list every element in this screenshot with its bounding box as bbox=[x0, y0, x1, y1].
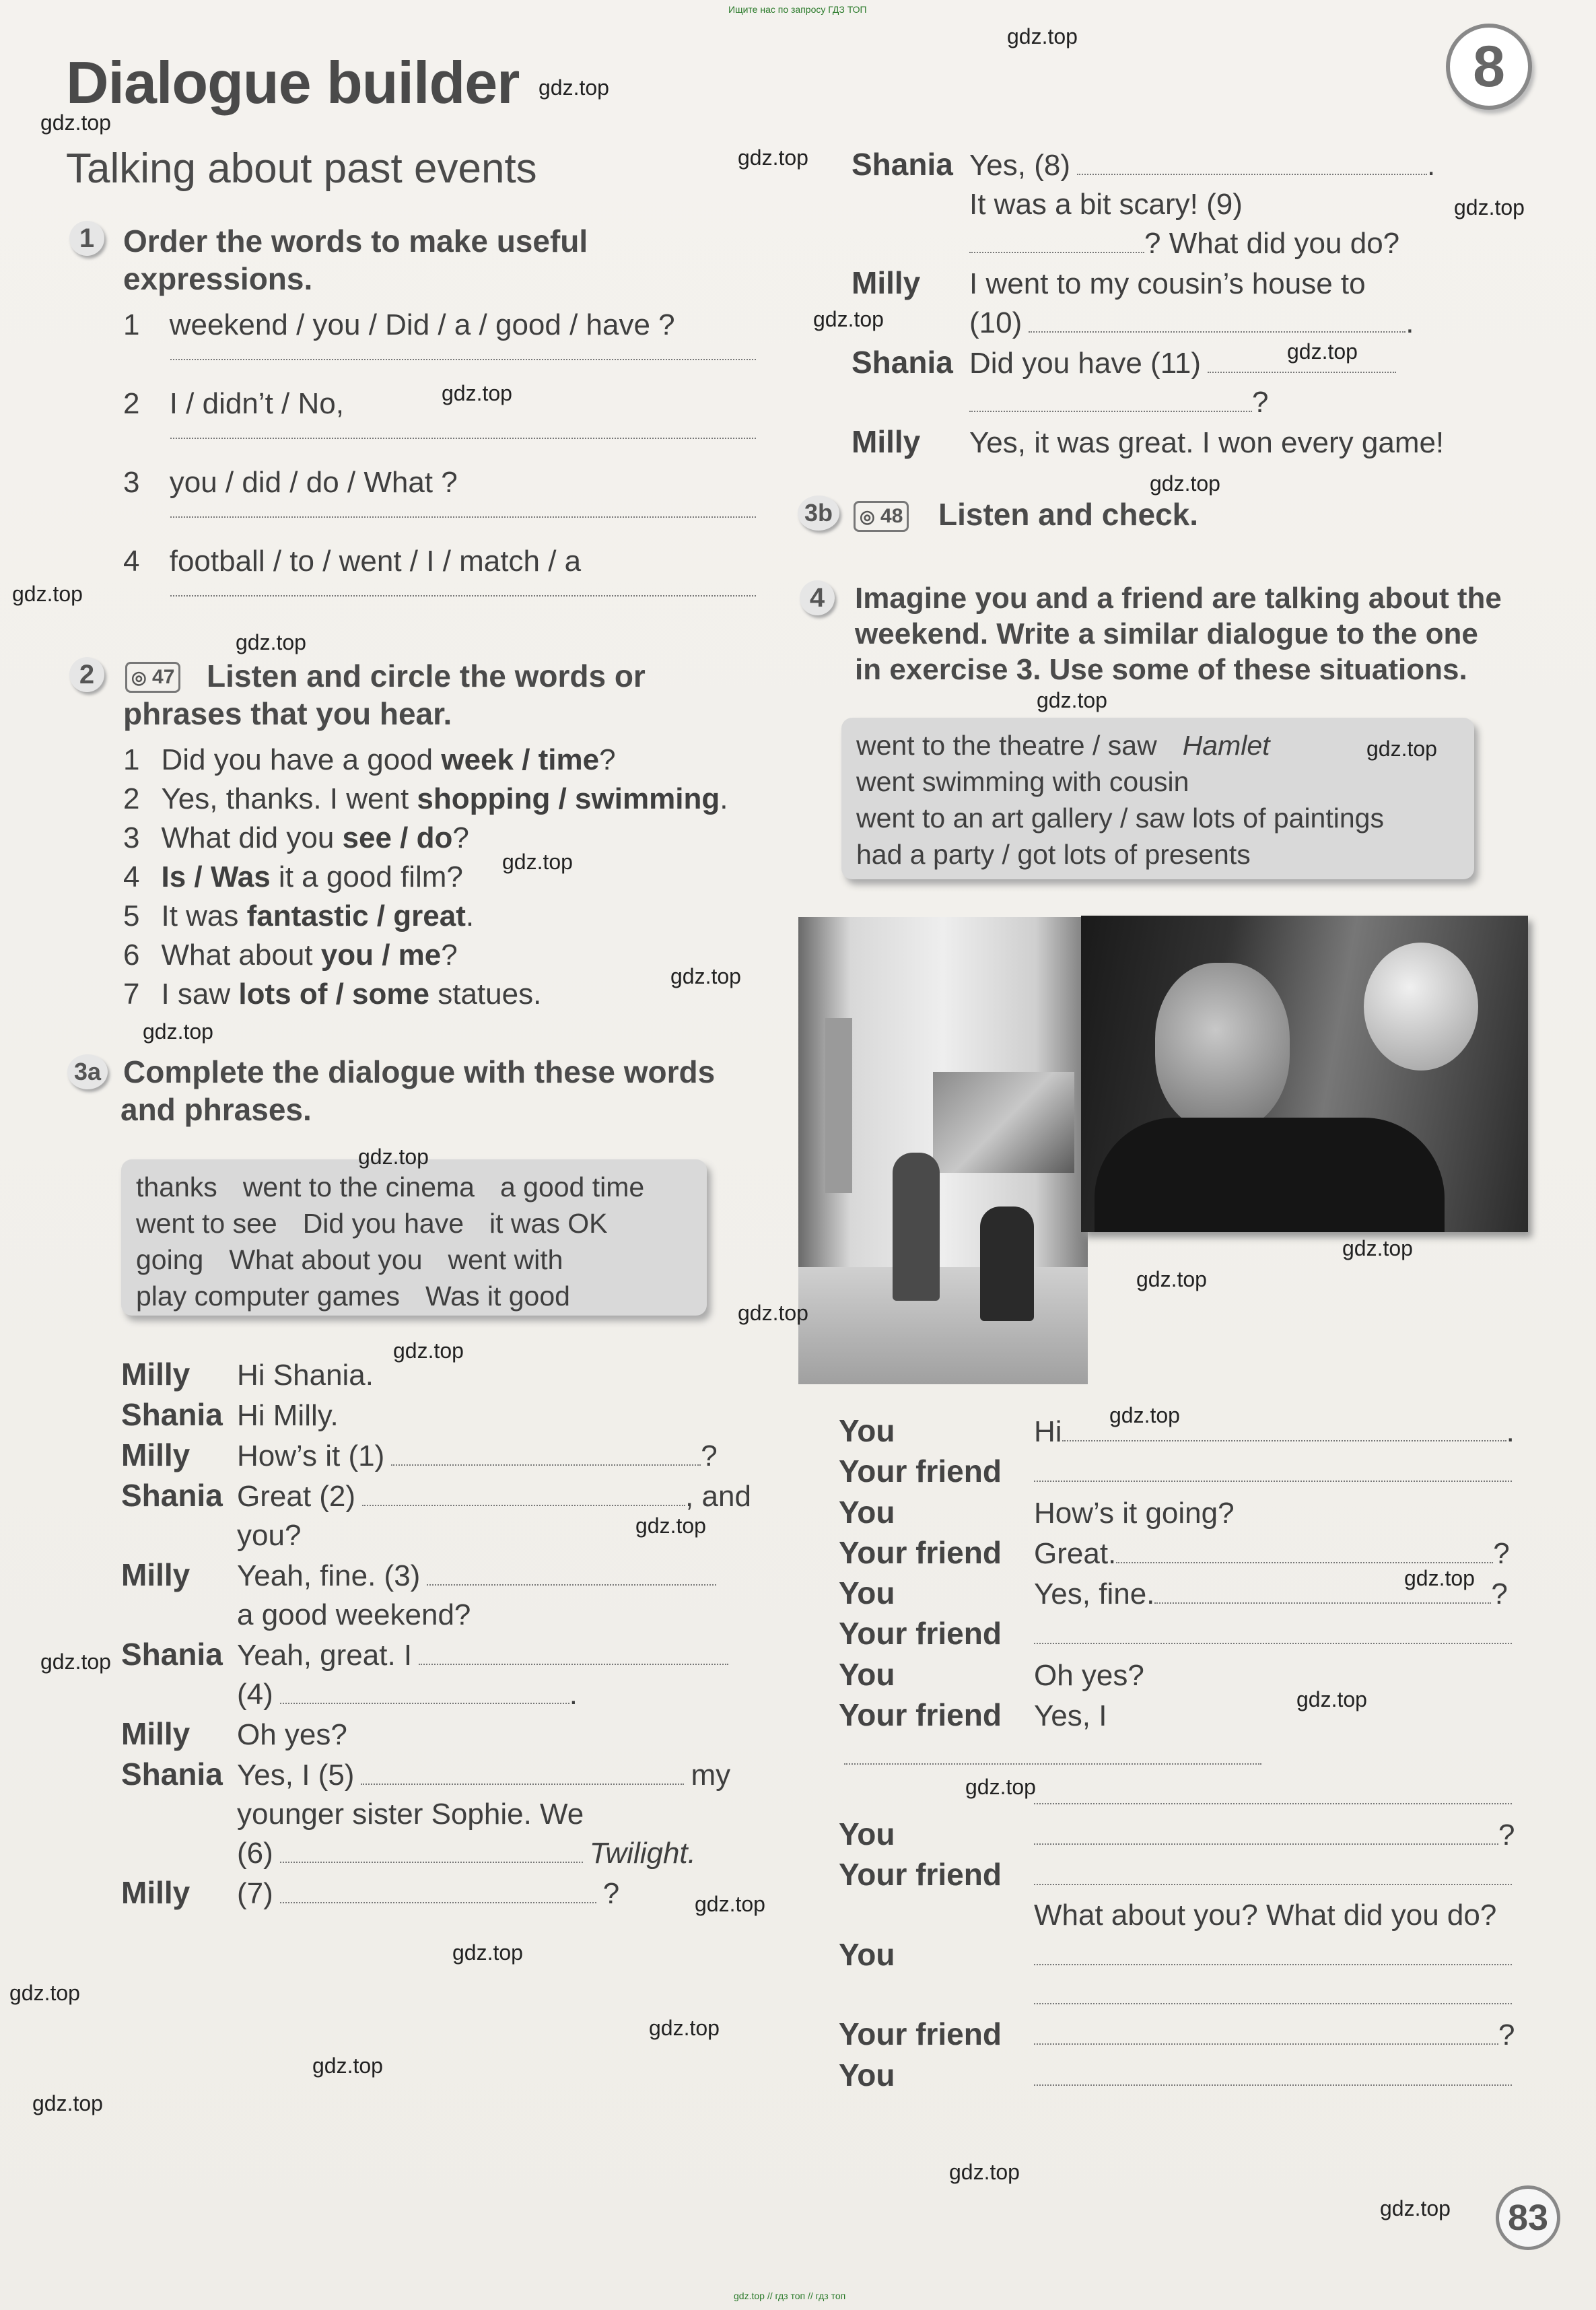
word-option: it was OK bbox=[489, 1208, 608, 1239]
line-text: ? What did you do? bbox=[1144, 227, 1400, 260]
line-end: ? bbox=[602, 1877, 620, 1910]
watermark: gdz.top bbox=[1150, 471, 1220, 496]
item-number: 4 bbox=[123, 545, 140, 578]
line-text: Yes, I bbox=[1034, 1699, 1107, 1733]
watermark: gdz.top bbox=[312, 2053, 383, 2078]
speaker: Your friend bbox=[839, 1616, 1002, 1652]
choice-option[interactable]: shopping / swimming bbox=[417, 782, 720, 815]
item-number: 1 bbox=[123, 743, 140, 776]
dialogue-line bbox=[121, 1755, 761, 1795]
instruction-line: Order the words to make useful bbox=[123, 224, 588, 259]
item-text-a: Did you have a good bbox=[161, 743, 442, 776]
list-item bbox=[123, 936, 728, 975]
exercise-3b-number: 3b bbox=[798, 496, 839, 531]
watermark: gdz.top bbox=[670, 964, 741, 988]
line-text: Great. bbox=[1034, 1536, 1117, 1570]
watermark: gdz.top bbox=[949, 2160, 1020, 2184]
top-banner: Ищите нас по запросу ГДЗ ТОП bbox=[728, 4, 867, 15]
word-row bbox=[136, 1242, 707, 1278]
watermark: gdz.top bbox=[1037, 688, 1107, 712]
word-option: went to see bbox=[136, 1208, 277, 1239]
watermark: gdz.top bbox=[452, 1940, 523, 1965]
line-text: younger sister Sophie. We bbox=[237, 1798, 584, 1831]
answer-blank[interactable] bbox=[1116, 1562, 1493, 1563]
disc-icon: ◎ bbox=[131, 667, 147, 687]
dialogue-line bbox=[839, 1695, 1519, 1775]
watermark: gdz.top bbox=[143, 1019, 213, 1044]
instruction-line: expressions. bbox=[123, 261, 313, 296]
answer-blank[interactable] bbox=[280, 1703, 569, 1704]
item-number: 2 bbox=[123, 782, 140, 815]
dialogue-line bbox=[121, 1395, 761, 1435]
watermark: gdz.top bbox=[738, 145, 808, 170]
item-number: 2 bbox=[123, 387, 140, 420]
dialogue-line bbox=[839, 1814, 1519, 1855]
speaker: Your friend bbox=[839, 2016, 1002, 2052]
situation-item bbox=[856, 836, 1474, 873]
watermark: gdz.top bbox=[358, 1145, 429, 1169]
speaker: Shania bbox=[852, 147, 953, 182]
watermark: gdz.top bbox=[40, 1650, 111, 1674]
list-item bbox=[123, 464, 756, 543]
instruction-line: in exercise 3. Use some of these situations. bbox=[855, 653, 1467, 686]
speaker: You bbox=[839, 1494, 895, 1530]
item-text: you / did / do / What ? bbox=[169, 466, 458, 499]
speaker: You bbox=[839, 1575, 895, 1611]
situation-text: went swimming with cousin bbox=[856, 766, 1189, 797]
art-gallery-photo bbox=[798, 917, 1088, 1384]
line-end: ? bbox=[701, 1439, 718, 1472]
watermark: gdz.top bbox=[1007, 24, 1078, 48]
dialogue-line bbox=[121, 1596, 761, 1635]
bottom-banner: gdz.top // гдз топ // гдз топ bbox=[734, 2290, 846, 2301]
line-text: How’s it going? bbox=[1034, 1496, 1235, 1530]
watermark: gdz.top bbox=[1454, 195, 1525, 219]
answer-blank[interactable] bbox=[280, 1862, 583, 1863]
line-text: Yeah, fine. (3) bbox=[237, 1559, 421, 1592]
line-text: (6) bbox=[237, 1837, 273, 1870]
cd-track-icon bbox=[854, 501, 909, 532]
choice-option[interactable]: fantastic / great bbox=[246, 899, 466, 932]
speaker: Milly bbox=[121, 1716, 190, 1751]
word-option: went with bbox=[448, 1244, 563, 1275]
speaker: Milly bbox=[121, 1875, 190, 1910]
watermark: gdz.top bbox=[32, 2091, 103, 2115]
answer-blank[interactable] bbox=[969, 411, 1252, 412]
line-end: . bbox=[569, 1678, 578, 1711]
line-text: What about you? What did you do? bbox=[1034, 1898, 1497, 1932]
watermark: gdz.top bbox=[40, 110, 111, 135]
answer-line[interactable] bbox=[170, 516, 756, 518]
dialogue-line bbox=[121, 1435, 761, 1476]
answer-blank[interactable] bbox=[1034, 1843, 1498, 1845]
choice-option[interactable]: lots of / some bbox=[238, 978, 429, 1011]
speaker: You bbox=[839, 2057, 895, 2093]
speaker: Milly bbox=[121, 1357, 190, 1392]
watermark: gdz.top bbox=[1296, 1687, 1367, 1711]
line-end: , and bbox=[685, 1480, 751, 1513]
instruction-line: Complete the dialogue with these words bbox=[123, 1054, 716, 1089]
dialogue-line bbox=[121, 1714, 761, 1755]
watermark: gdz.top bbox=[1287, 339, 1358, 364]
answer-blank[interactable] bbox=[1029, 331, 1406, 333]
item-text-c: it a good film? bbox=[270, 860, 463, 893]
dialogue-line bbox=[121, 1635, 761, 1675]
watermark: gdz.top bbox=[738, 1301, 808, 1325]
word-row bbox=[136, 1278, 707, 1314]
answer-blank[interactable] bbox=[1034, 1964, 1512, 1965]
line-end: . bbox=[1427, 149, 1436, 182]
dialogue-line bbox=[839, 2014, 1519, 2055]
list-item bbox=[123, 897, 728, 936]
dialogue-line bbox=[852, 383, 1525, 422]
exercise-1-number: 1 bbox=[69, 221, 104, 256]
dialogue-line bbox=[852, 343, 1525, 383]
line-text: (10) bbox=[969, 306, 1022, 339]
dialogue-line bbox=[839, 1896, 1519, 1935]
word-option: Did you have bbox=[302, 1208, 464, 1239]
list-item bbox=[123, 975, 728, 1014]
speaker: Your friend bbox=[839, 1857, 1002, 1893]
situation-text: had a party / got lots of presents bbox=[856, 839, 1251, 870]
list-item bbox=[123, 385, 756, 464]
list-item bbox=[123, 780, 728, 819]
dialogue-line bbox=[839, 1775, 1519, 1814]
item-text-c: ? bbox=[441, 939, 458, 972]
instruction-line: Imagine you and a friend are talking about the bbox=[855, 582, 1502, 615]
word-option: thanks bbox=[136, 1171, 217, 1202]
word-option: Was it good bbox=[425, 1281, 570, 1312]
situation-item bbox=[856, 800, 1474, 836]
painting bbox=[825, 1018, 852, 1193]
cd-track-number: 47 bbox=[152, 666, 175, 688]
speaker: Milly bbox=[121, 1437, 190, 1472]
situation-title: Hamlet bbox=[1182, 730, 1270, 761]
answer-line[interactable] bbox=[170, 359, 756, 360]
hamlet-actor-photo bbox=[1081, 916, 1528, 1232]
actor-face bbox=[1155, 963, 1290, 1131]
dialogue-line bbox=[852, 422, 1525, 463]
dialogue-3a-continued bbox=[852, 145, 1525, 463]
line-text: (4) bbox=[237, 1678, 273, 1711]
dialogue-line bbox=[852, 185, 1525, 224]
choice-option[interactable]: Is / Was bbox=[161, 860, 271, 893]
line-text: ? bbox=[1252, 386, 1269, 419]
dialogue-line bbox=[121, 1476, 761, 1516]
word-option: went to the cinema bbox=[242, 1171, 475, 1202]
line-text: a good weekend? bbox=[237, 1598, 471, 1631]
dialogue-line bbox=[121, 1675, 761, 1714]
line-text: (7) bbox=[237, 1877, 273, 1910]
speaker: You bbox=[839, 1816, 895, 1852]
answer-blank[interactable] bbox=[1034, 1884, 1512, 1885]
line-end: . bbox=[1406, 306, 1414, 339]
line-text: Oh yes? bbox=[237, 1718, 347, 1751]
answer-blank[interactable] bbox=[280, 1902, 596, 1903]
answer-blank[interactable] bbox=[1034, 2043, 1498, 2045]
situation-text: went to an art gallery / saw lots of paintings bbox=[856, 803, 1384, 834]
dialogue-line bbox=[121, 1795, 761, 1834]
answer-line[interactable] bbox=[170, 438, 756, 439]
answer-blank[interactable] bbox=[969, 252, 1144, 253]
answer-blank[interactable] bbox=[844, 1763, 1261, 1765]
speaker: Shania bbox=[121, 1478, 223, 1513]
line-text: Yeah, great. I bbox=[237, 1639, 413, 1672]
floor bbox=[798, 1267, 1088, 1384]
dialogue-line bbox=[121, 1873, 761, 1913]
line-end: ? bbox=[1493, 1536, 1510, 1570]
line-text: Great (2) bbox=[237, 1480, 356, 1513]
item-text-a: What did you bbox=[161, 821, 343, 854]
speaker: Shania bbox=[121, 1757, 223, 1792]
watermark: gdz.top bbox=[813, 307, 884, 331]
item-text-a: Yes, thanks. I went bbox=[161, 782, 417, 815]
item-text-c: statues. bbox=[429, 978, 542, 1011]
answer-blank[interactable] bbox=[1077, 174, 1427, 175]
speaker: Shania bbox=[121, 1397, 223, 1432]
line-text: Hi bbox=[1034, 1415, 1062, 1448]
list-item bbox=[123, 741, 728, 780]
speaker: Milly bbox=[852, 424, 921, 459]
item-text-c: . bbox=[465, 899, 475, 932]
line-text: you? bbox=[237, 1519, 302, 1552]
dialogue-line bbox=[852, 224, 1525, 263]
dialogue-line bbox=[839, 1452, 1519, 1492]
item-number: 3 bbox=[123, 466, 140, 499]
choice-option[interactable]: week / time bbox=[441, 743, 600, 776]
dialogue-line bbox=[839, 1655, 1519, 1695]
page-subtitle: Talking about past events bbox=[66, 145, 537, 192]
item-number: 7 bbox=[123, 978, 140, 1011]
situation-text: went to the theatre / saw bbox=[856, 730, 1157, 761]
dialogue-line bbox=[839, 1493, 1519, 1533]
disc-icon: ◎ bbox=[860, 506, 875, 526]
answer-blank[interactable] bbox=[1034, 1803, 1512, 1804]
painting bbox=[933, 1072, 1074, 1173]
answer-line[interactable] bbox=[170, 595, 756, 597]
exercise-3a-number: 3a bbox=[67, 1054, 108, 1089]
item-text-c: . bbox=[720, 782, 728, 815]
speaker: Milly bbox=[121, 1557, 190, 1592]
dialogue-line bbox=[839, 1855, 1519, 1895]
dialogue-line bbox=[839, 1935, 1519, 1975]
child-figure bbox=[980, 1207, 1034, 1321]
list-item bbox=[123, 543, 756, 621]
speaker: Your friend bbox=[839, 1697, 1002, 1733]
word-box bbox=[121, 1159, 707, 1316]
watermark: gdz.top bbox=[502, 850, 573, 874]
dialogue-line bbox=[852, 263, 1525, 304]
choice-option[interactable]: you / me bbox=[320, 939, 442, 972]
word-option: a good time bbox=[499, 1171, 645, 1202]
item-text-a: It was bbox=[161, 899, 247, 932]
item-number: 3 bbox=[123, 821, 140, 854]
watermark: gdz.top bbox=[539, 75, 609, 100]
speaker: Your friend bbox=[839, 1454, 1002, 1489]
watermark: gdz.top bbox=[9, 1981, 80, 2005]
line-text: Yes, I (5) bbox=[237, 1759, 355, 1792]
item-text: I / didn’t / No, bbox=[169, 387, 344, 420]
line-text: It was a bit scary! (9) bbox=[969, 188, 1243, 221]
actor-body bbox=[1095, 1118, 1445, 1232]
word-option: What about you bbox=[229, 1244, 423, 1275]
exercise-3a-instruction bbox=[120, 1053, 716, 1128]
exercise-1-instruction bbox=[123, 222, 588, 298]
speaker: You bbox=[839, 1413, 895, 1448]
cd-track-number: 48 bbox=[880, 505, 903, 527]
word-row bbox=[136, 1169, 707, 1205]
speaker: You bbox=[839, 1936, 895, 1972]
speaker: Milly bbox=[852, 265, 921, 300]
exercise-2-items bbox=[123, 741, 728, 1014]
answer-blank[interactable] bbox=[361, 1784, 684, 1785]
watermark: gdz.top bbox=[12, 582, 83, 606]
list-item bbox=[123, 819, 728, 858]
item-text: weekend / you / Did / a / good / have ? bbox=[169, 308, 675, 341]
exercise-4-instruction bbox=[855, 580, 1502, 687]
instruction-line: and phrases. bbox=[120, 1092, 312, 1127]
word-option: going bbox=[136, 1244, 204, 1275]
line-text: I went to my cousin’s house to bbox=[969, 267, 1366, 300]
dialogue-line bbox=[839, 1614, 1519, 1654]
line-text: Hi Milly. bbox=[237, 1399, 339, 1432]
page-title: Dialogue builder bbox=[66, 49, 520, 116]
line-text: Did you have (11) bbox=[969, 347, 1202, 380]
watermark: gdz.top bbox=[1380, 2196, 1451, 2220]
item-number: 4 bbox=[123, 860, 140, 893]
dialogue-line bbox=[839, 2056, 1519, 2096]
answer-blank[interactable] bbox=[1208, 372, 1396, 373]
watermark: gdz.top bbox=[965, 1775, 1036, 1799]
answer-blank[interactable] bbox=[362, 1505, 685, 1506]
instruction-line: weekend. Write a similar dialogue to the one bbox=[855, 617, 1478, 650]
line-text: Yes, (8) bbox=[969, 149, 1071, 182]
list-item bbox=[123, 306, 756, 385]
line-text: Hi Shania. bbox=[237, 1359, 374, 1392]
dialogue-line bbox=[121, 1555, 761, 1596]
instruction-line: Listen and circle the words or bbox=[207, 658, 646, 693]
exercise-4-dialogue bbox=[839, 1411, 1519, 2096]
word-row bbox=[136, 1205, 707, 1242]
dialogue-3a bbox=[121, 1355, 761, 1913]
item-text-c: ? bbox=[452, 821, 469, 854]
watermark: gdz.top bbox=[1404, 1566, 1475, 1590]
watermark: gdz.top bbox=[695, 1892, 765, 1916]
watermark: gdz.top bbox=[1342, 1236, 1413, 1260]
answer-blank[interactable] bbox=[427, 1584, 716, 1586]
page-number: 83 bbox=[1496, 2185, 1560, 2250]
answer-blank[interactable] bbox=[1034, 1481, 1512, 1482]
answer-blank[interactable] bbox=[391, 1464, 701, 1466]
watermark: gdz.top bbox=[1136, 1267, 1207, 1291]
answer-blank[interactable] bbox=[1034, 1643, 1512, 1644]
exercise-3b-instruction: Listen and check. bbox=[938, 497, 1199, 532]
word-option: play computer games bbox=[136, 1281, 400, 1312]
speaker: Shania bbox=[121, 1637, 223, 1672]
situation-item bbox=[856, 763, 1474, 800]
answer-blank[interactable] bbox=[1062, 1440, 1506, 1441]
line-end: ? bbox=[1491, 1577, 1508, 1611]
item-number: 5 bbox=[123, 899, 140, 932]
watermark: gdz.top bbox=[1366, 737, 1437, 761]
line-text: Yes, fine. bbox=[1034, 1577, 1155, 1611]
unit-number-badge: 8 bbox=[1446, 24, 1532, 110]
item-text-c: ? bbox=[599, 743, 616, 776]
speaker: Your friend bbox=[839, 1534, 1002, 1570]
dialogue-line bbox=[839, 1975, 1519, 2014]
exercise-2-number: 2 bbox=[69, 657, 104, 692]
dialogue-line bbox=[852, 145, 1525, 185]
dialogue-line bbox=[121, 1834, 761, 1873]
line-end: ? bbox=[1498, 2018, 1515, 2052]
watermark: gdz.top bbox=[236, 630, 306, 654]
line-end: my bbox=[691, 1759, 731, 1792]
visitor-figure bbox=[893, 1153, 940, 1301]
item-text: football / to / went / I / match / a bbox=[169, 545, 582, 578]
answer-blank[interactable] bbox=[1034, 2003, 1512, 2004]
line-text: How’s it (1) bbox=[237, 1439, 385, 1472]
item-number: 1 bbox=[123, 308, 140, 341]
watermark: gdz.top bbox=[649, 2016, 720, 2040]
line-text: Yes, it was great. I won every game! bbox=[969, 426, 1445, 459]
answer-blank[interactable] bbox=[1154, 1602, 1491, 1604]
line-end: ? bbox=[1498, 1818, 1515, 1852]
instruction-line: phrases that you hear. bbox=[123, 696, 452, 731]
skull bbox=[1364, 943, 1478, 1071]
answer-blank[interactable] bbox=[1034, 2084, 1512, 2086]
exercise-2-instruction bbox=[123, 657, 646, 733]
exercise-1-items bbox=[123, 306, 756, 621]
watermark: gdz.top bbox=[1109, 1403, 1180, 1427]
line-text: Oh yes? bbox=[1034, 1658, 1144, 1692]
watermark: gdz.top bbox=[442, 381, 512, 405]
item-text-a: What about bbox=[161, 939, 321, 972]
speaker: You bbox=[839, 1656, 895, 1692]
item-number: 6 bbox=[123, 939, 140, 972]
speaker: Shania bbox=[852, 345, 953, 380]
answer-blank[interactable] bbox=[419, 1664, 728, 1665]
line-end: Twilight. bbox=[589, 1837, 696, 1870]
line-end: . bbox=[1506, 1415, 1515, 1448]
choice-option[interactable]: see / do bbox=[342, 821, 453, 854]
watermark: gdz.top bbox=[635, 1514, 706, 1538]
exercise-4-number: 4 bbox=[800, 580, 835, 615]
dialogue-line bbox=[852, 304, 1525, 343]
list-item bbox=[123, 858, 728, 897]
item-text-a: I saw bbox=[161, 978, 239, 1011]
watermark: gdz.top bbox=[393, 1338, 464, 1363]
